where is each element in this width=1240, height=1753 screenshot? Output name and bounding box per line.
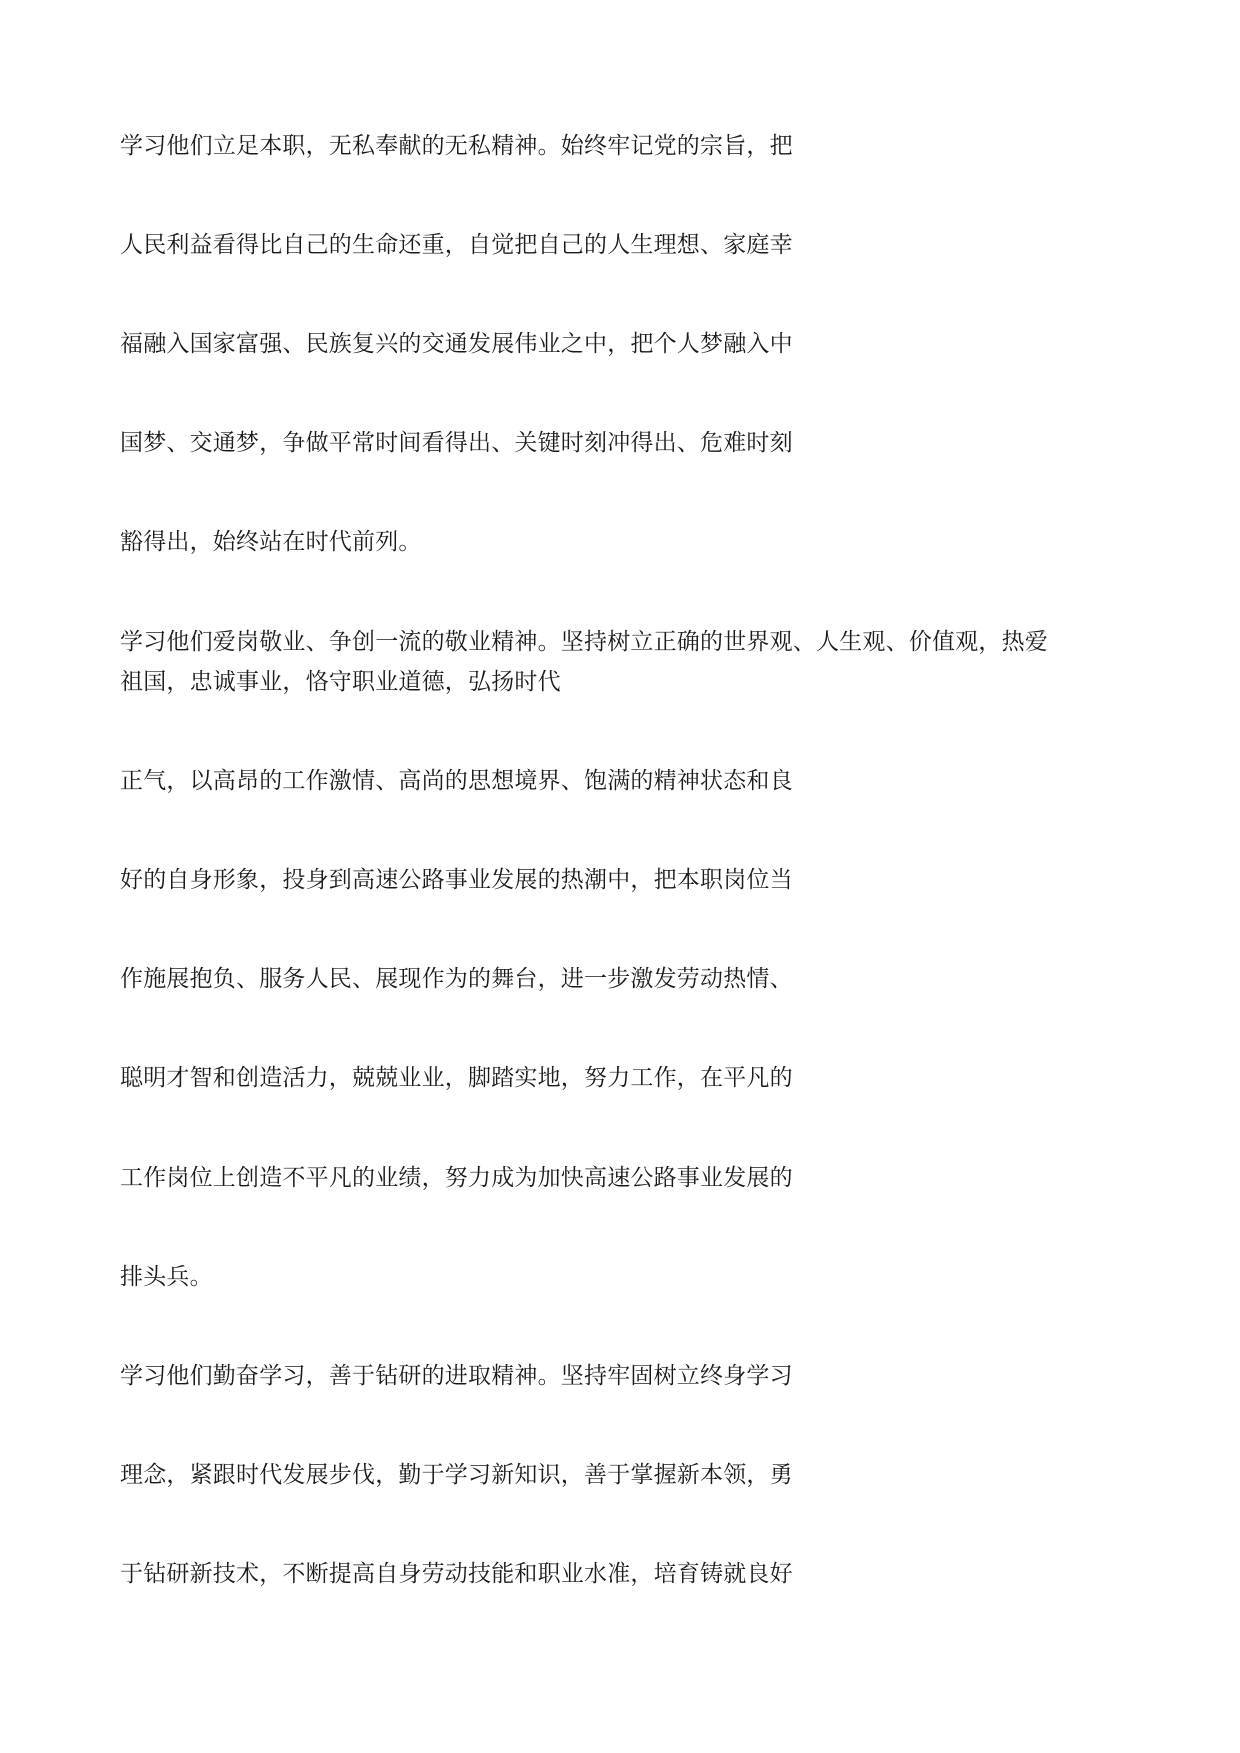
text-line: 学习他们勤奋学习，善于钻研的进取精神。坚持牢固树立终身学习 <box>120 1363 793 1389</box>
text-line: 人民利益看得比自己的生命还重，自觉把自己的人生理想、家庭幸 <box>120 232 793 258</box>
text-line: 福融入国家富强、民族复兴的交通发展伟业之中，把个人梦融入中 <box>120 331 793 357</box>
text-line: 排头兵。 <box>120 1264 213 1290</box>
text-line: 学习他们立足本职，无私奉献的无私精神。始终牢记党的宗旨，把 <box>120 133 793 159</box>
text-line: 国梦、交通梦，争做平常时间看得出、关键时刻冲得出、危难时刻 <box>120 430 793 456</box>
text-line: 学习他们爱岗敬业、争创一流的敬业精神。坚持树立正确的世界观、人生观、价值观，热爱 <box>120 629 1048 655</box>
text-line: 工作岗位上创造不平凡的业绩，努力成为加快高速公路事业发展的 <box>120 1165 793 1191</box>
text-line: 理念，紧跟时代发展步伐，勤于学习新知识，善于掌握新本领，勇 <box>120 1462 793 1488</box>
text-line: 作施展抱负、服务人民、展现作为的舞台，进一步激发劳动热情、 <box>120 966 793 992</box>
text-line: 于钻研新技术，不断提高自身劳动技能和职业水准，培育铸就良好 <box>120 1561 793 1587</box>
text-line: 聪明才智和创造活力，兢兢业业，脚踏实地，努力工作，在平凡的 <box>120 1065 793 1091</box>
text-line: 豁得出，始终站在时代前列。 <box>120 529 422 555</box>
text-line: 祖国，忠诚事业，恪守职业道德，弘扬时代 <box>120 669 561 695</box>
text-line: 好的自身形象，投身到高速公路事业发展的热潮中，把本职岗位当 <box>120 867 793 893</box>
text-line: 正气，以高昂的工作激情、高尚的思想境界、饱满的精神状态和良 <box>120 768 793 794</box>
